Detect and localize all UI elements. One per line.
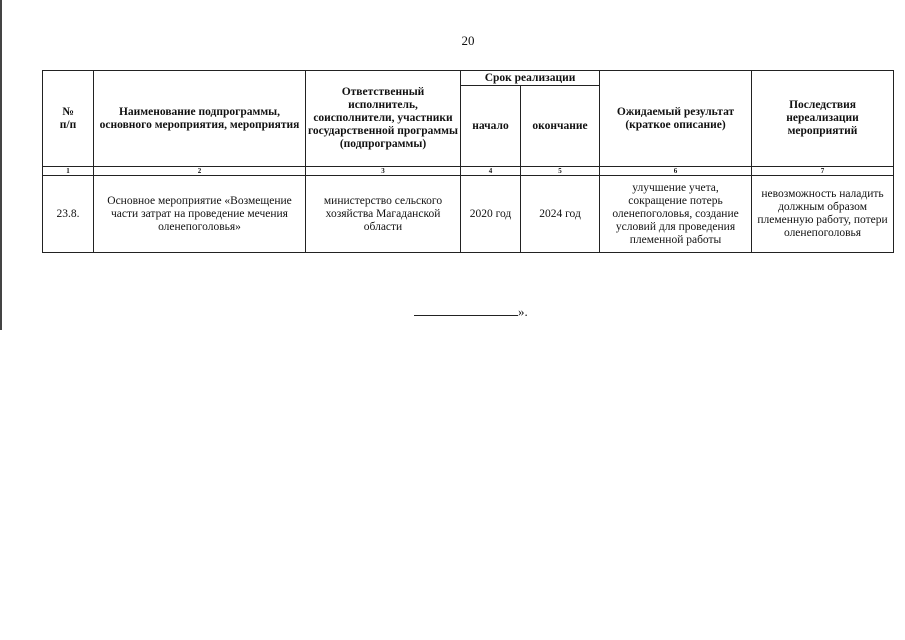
row-name: Основное мероприятие «Возмещение части затрат на проведение мечения оленепоголовья» [94,176,306,253]
column-numbers-row [43,167,894,176]
row-result: улучшение учета, сокращение потерь оленепоголовья, создание условий для проведения племенной работы [600,176,752,253]
blank-line [414,304,518,316]
closing-mark [414,304,528,320]
header-start: начало [461,86,521,167]
row-num: 23.8. [43,176,94,253]
header-responsible: Ответственный исполнитель, соисполнители, участники государственной программы (подпрограммы) [306,71,461,167]
header-num: № п/п [43,71,94,167]
header-consequences: Последствия нереализации мероприятий [752,71,894,167]
header-end: окончание [521,86,600,167]
row-start: 2020 год [461,176,521,253]
closing-quote: ». [518,304,528,319]
column-number: 7 [752,167,894,176]
header-period: Срок реализации [461,71,600,86]
margin-rule [0,0,2,330]
page-number: 20 [461,33,475,48]
column-number: 2 [94,167,306,176]
row-responsible: министерство сельского хозяйства Магаданской области [306,176,461,253]
column-number: 5 [521,167,600,176]
header-name: Наименование подпрограммы, основного мероприятия, мероприятия [94,71,306,167]
header-result: Ожидаемый результат (краткое описание) [600,71,752,167]
row-consequences: невозможность наладить должным образом племенную работу, потери оленепоголовья [752,176,894,253]
table-row [43,176,894,253]
header-row-1 [43,71,894,86]
column-number: 6 [600,167,752,176]
column-number: 4 [461,167,521,176]
column-number: 1 [43,167,94,176]
row-end: 2024 год [521,176,600,253]
column-number: 3 [306,167,461,176]
activities-table [42,70,894,253]
